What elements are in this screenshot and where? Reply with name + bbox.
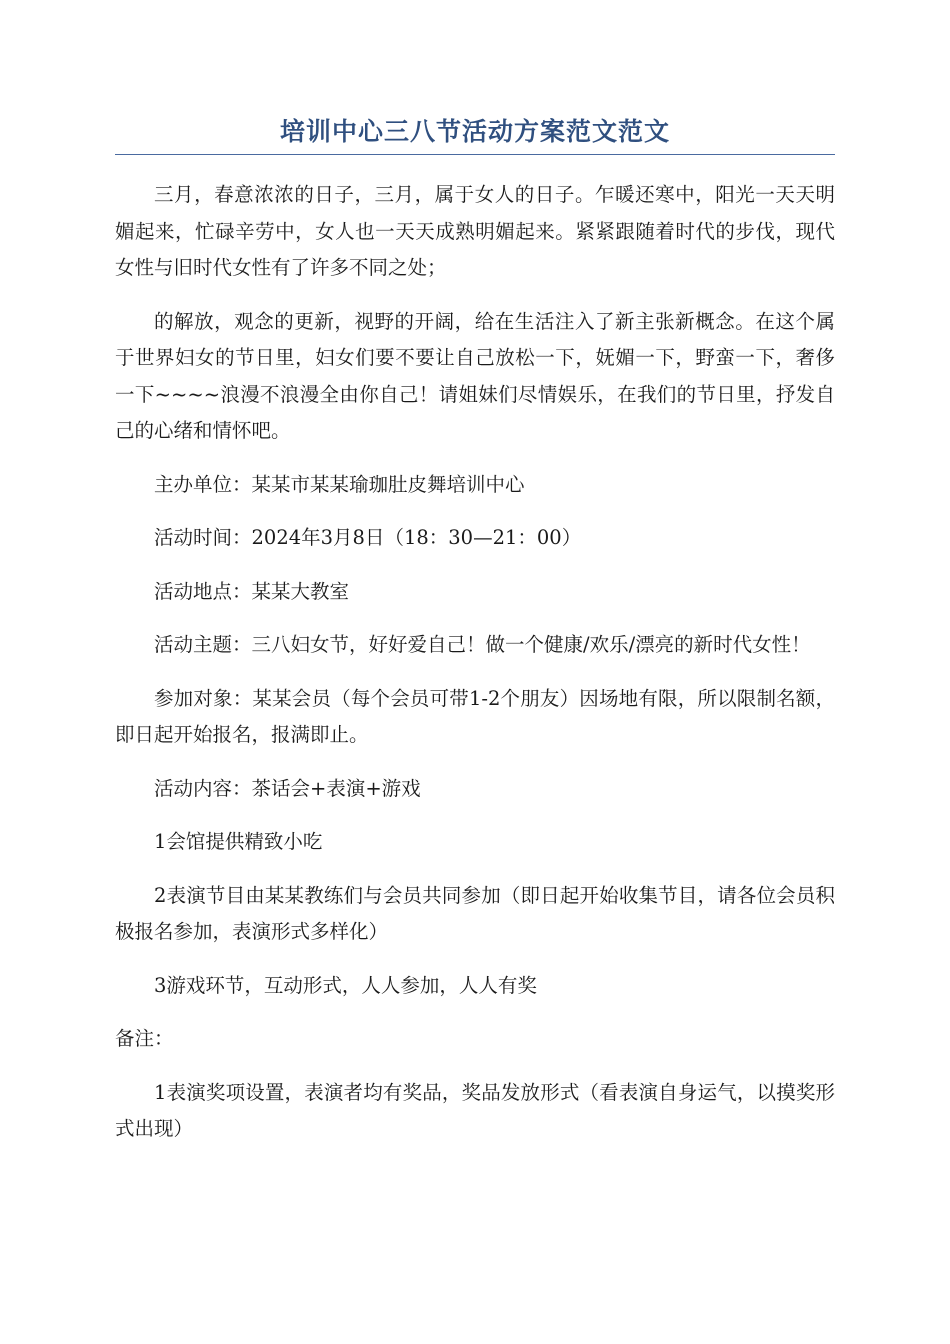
document-body bbox=[115, 177, 835, 1148]
paragraph-participants: 参加对象：某某会员（每个会员可带1-2个朋友）因场地有限，所以限制名额，即日起开始报名，报满即止。 bbox=[115, 686, 835, 746]
document-title: 培训中心三八节活动方案范文范文 bbox=[115, 112, 835, 155]
paragraph-notes-heading: 备注： bbox=[115, 1027, 174, 1050]
paragraph-content: 活动内容：茶话会+表演+游戏 bbox=[154, 776, 421, 800]
paragraph-note-1: 1表演奖项设置，表演者均有奖品，奖品发放形式（看表演自身运气，以摸奖形式出现） bbox=[115, 1080, 835, 1140]
paragraph-organizer: 主办单位：某某市某某瑜珈肚皮舞培训中心 bbox=[154, 472, 525, 496]
paragraph-item-2: 2表演节目由某某教练们与会员共同参加（即日起开始收集节目，请各位会员积极报名参加，表演形式多样化） bbox=[115, 883, 835, 943]
paragraph-item-3: 3游戏环节，互动形式，人人参加，人人有奖 bbox=[154, 973, 537, 997]
paragraph-time: 活动时间：2024年3月8日（18：30—21：00） bbox=[154, 526, 582, 549]
paragraph-intro-2: 的解放，观念的更新，视野的开阔，给在生活注入了新主张新概念。在这个属于世界妇女的节日里，妇女们要不要让自己放松一下，妩媚一下，野蛮一下，奢侈一下~~~~浪漫不浪漫全由你自己！请姐妹们尽情娱乐，在我们的节日里，抒发自己的心绪和情怀吧。 bbox=[115, 309, 835, 442]
paragraph-theme: 活动主题：三八妇女节，好好爱自己！做一个健康/欢乐/漂亮的新时代女性！ bbox=[154, 633, 811, 656]
paragraph-item-1: 1会馆提供精致小吃 bbox=[154, 830, 323, 853]
paragraph-intro-1: 三月，春意浓浓的日子，三月，属于女人的日子。乍暖还寒中，阳光一天天明媚起来，忙碌辛劳中，女人也一天天成熟明媚起来。紧紧跟随着时代的步伐，现代女性与旧时代女性有了许多不同之处； bbox=[115, 183, 835, 279]
paragraph-location: 活动地点：某某大教室 bbox=[154, 579, 350, 603]
document-page bbox=[115, 112, 835, 1165]
